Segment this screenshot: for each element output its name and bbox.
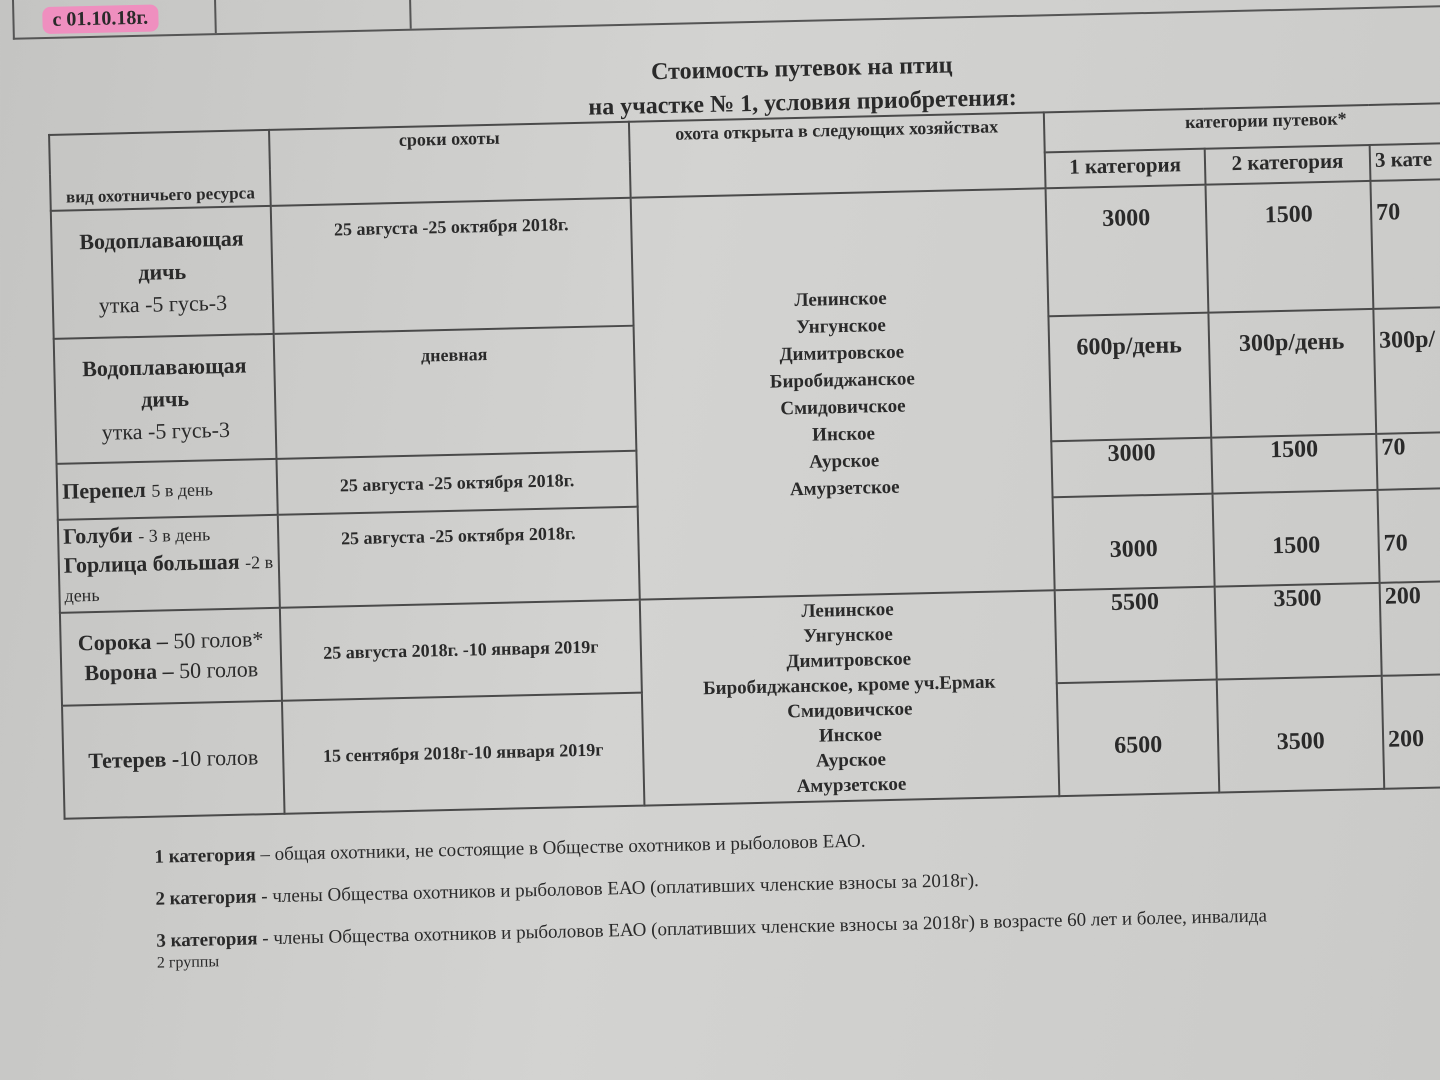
price-cat1: 6500 xyxy=(1057,679,1220,796)
price-cat2: 1500 xyxy=(1206,181,1374,313)
resource-limit: 5 в день xyxy=(151,478,214,501)
farm: Ленинское xyxy=(801,598,894,622)
dates-cell: 25 августа -25 октября 2018г. xyxy=(278,507,640,608)
farms-cell-group2 xyxy=(640,590,1060,805)
farm: Димитровское xyxy=(779,341,905,366)
category-notes xyxy=(154,815,1440,993)
farm: Инское xyxy=(818,724,883,747)
farm: Смидовичское xyxy=(786,698,913,723)
farms-cell-group1 xyxy=(631,188,1055,599)
dates-cell: 25 августа -25 октября 2018г. xyxy=(271,198,634,334)
resource-name: Ворона – xyxy=(84,658,174,686)
header-resource: вид охотничьего ресурса xyxy=(49,130,271,211)
note-text: - члены Общества охотников и рыболовов ЕАО (оплативших членские взносы за 2018г) в возрасте 60 лет и более, инвалида xyxy=(257,905,1268,950)
price-cat3: 70 xyxy=(1370,178,1440,309)
farm: Димитровское xyxy=(786,648,912,673)
highlighted-date: с 01.10.18г. xyxy=(42,4,158,34)
resource-limit: 10 голов xyxy=(178,744,259,772)
price-cat2: 1500 xyxy=(1211,434,1377,494)
note xyxy=(155,857,1440,911)
dates-cell: 25 августа 2018г. -10 января 2019г xyxy=(280,600,642,701)
farm: Аурское xyxy=(815,749,887,772)
price-table xyxy=(48,101,1440,820)
title-line: на участке № 1, условия приобретения: xyxy=(588,84,1017,121)
header-farms: охота открыта в следующих хозяйствах xyxy=(629,112,1046,197)
price-cat1: 3000 xyxy=(1051,438,1212,498)
resource-name: Голуби xyxy=(62,522,133,549)
resource-limit: утка -5 гусь-3 xyxy=(101,416,231,445)
resource-limit: утка -5 гусь-3 xyxy=(98,289,228,318)
resource-name: Горлица большая xyxy=(63,548,240,578)
resource-name: Водоплавающая дичь xyxy=(79,225,244,285)
farm: Аурское xyxy=(809,450,880,473)
farm: Амурзетское xyxy=(796,773,907,798)
price-cat3: 300р/ xyxy=(1373,306,1440,434)
resource-limit: -2 в день xyxy=(64,551,274,606)
price-cat3: 200 xyxy=(1380,580,1440,676)
note-label: 3 категория xyxy=(156,928,258,952)
header-dates: сроки охоты xyxy=(269,122,631,206)
price-cat2: 3500 xyxy=(1217,676,1385,793)
price-cat1: 3000 xyxy=(1053,494,1215,591)
previous-table-bottom xyxy=(11,0,1440,40)
price-cat3: 70 xyxy=(1376,431,1440,490)
resource-cell xyxy=(57,459,278,520)
note-text: – общая охотники, не состоящие в Обществе охотников и рыболовов ЕАО. xyxy=(255,830,866,866)
resource-name: Перепел xyxy=(61,476,147,504)
farm: Унгунское xyxy=(803,623,894,647)
resource-cell xyxy=(62,700,285,818)
price-cat2: 300р/день xyxy=(1208,309,1376,438)
note xyxy=(154,815,1440,869)
farm: Смидовичское xyxy=(780,395,906,420)
price-cat2: 1500 xyxy=(1213,490,1380,587)
price-cat2: 3500 xyxy=(1215,583,1382,679)
note-label: 2 категория xyxy=(155,886,257,910)
resource-name: Тетерев - xyxy=(88,746,180,774)
resource-name: Сорока – xyxy=(77,628,169,656)
header-categories: категории путевок* xyxy=(1044,102,1440,153)
resource-limit: 50 голов* xyxy=(173,626,264,654)
header-cat2: 2 категория xyxy=(1205,145,1371,185)
price-cat3: 70 xyxy=(1377,487,1440,583)
price-cat1: 5500 xyxy=(1055,587,1217,683)
farm: Унгунское xyxy=(796,314,887,339)
header-cat1: 1 категория xyxy=(1045,149,1206,189)
resource-limit: 50 голов xyxy=(178,656,259,684)
price-cat3: 200 xyxy=(1382,672,1440,788)
farm: Биробиджанское, кроме уч.Ермак xyxy=(702,671,996,700)
title-line: Стоимость путевок на птиц xyxy=(650,52,953,86)
price-cat1: 600р/день xyxy=(1048,313,1211,442)
note-text: - члены Общества охотников и рыболовов ЕАО (оплативших членские взносы за 2018г). xyxy=(256,870,980,908)
farm: Биробиджанское xyxy=(769,368,916,393)
header-cat3: 3 кате xyxy=(1370,142,1440,181)
resource-name: Водоплавающая дичь xyxy=(81,352,247,412)
price-cat1: 3000 xyxy=(1046,185,1209,317)
resource-cell xyxy=(51,206,274,339)
farm: Инское xyxy=(811,423,876,446)
resource-cell xyxy=(60,608,282,706)
note-continuation: 2 группы xyxy=(156,953,220,972)
dates-cell: дневная xyxy=(274,326,637,459)
dates-cell: 15 сентября 2018г-10 января 2019г xyxy=(282,692,644,813)
farm: Амурзетское xyxy=(789,476,900,501)
resource-cell xyxy=(58,515,280,613)
resource-cell xyxy=(54,334,277,464)
dates-cell: 25 августа -25 октября 2018г. xyxy=(276,451,637,515)
resource-limit: - 3 в день xyxy=(137,524,211,546)
farm: Ленинское xyxy=(794,287,887,312)
note-label: 1 категория xyxy=(154,844,256,868)
